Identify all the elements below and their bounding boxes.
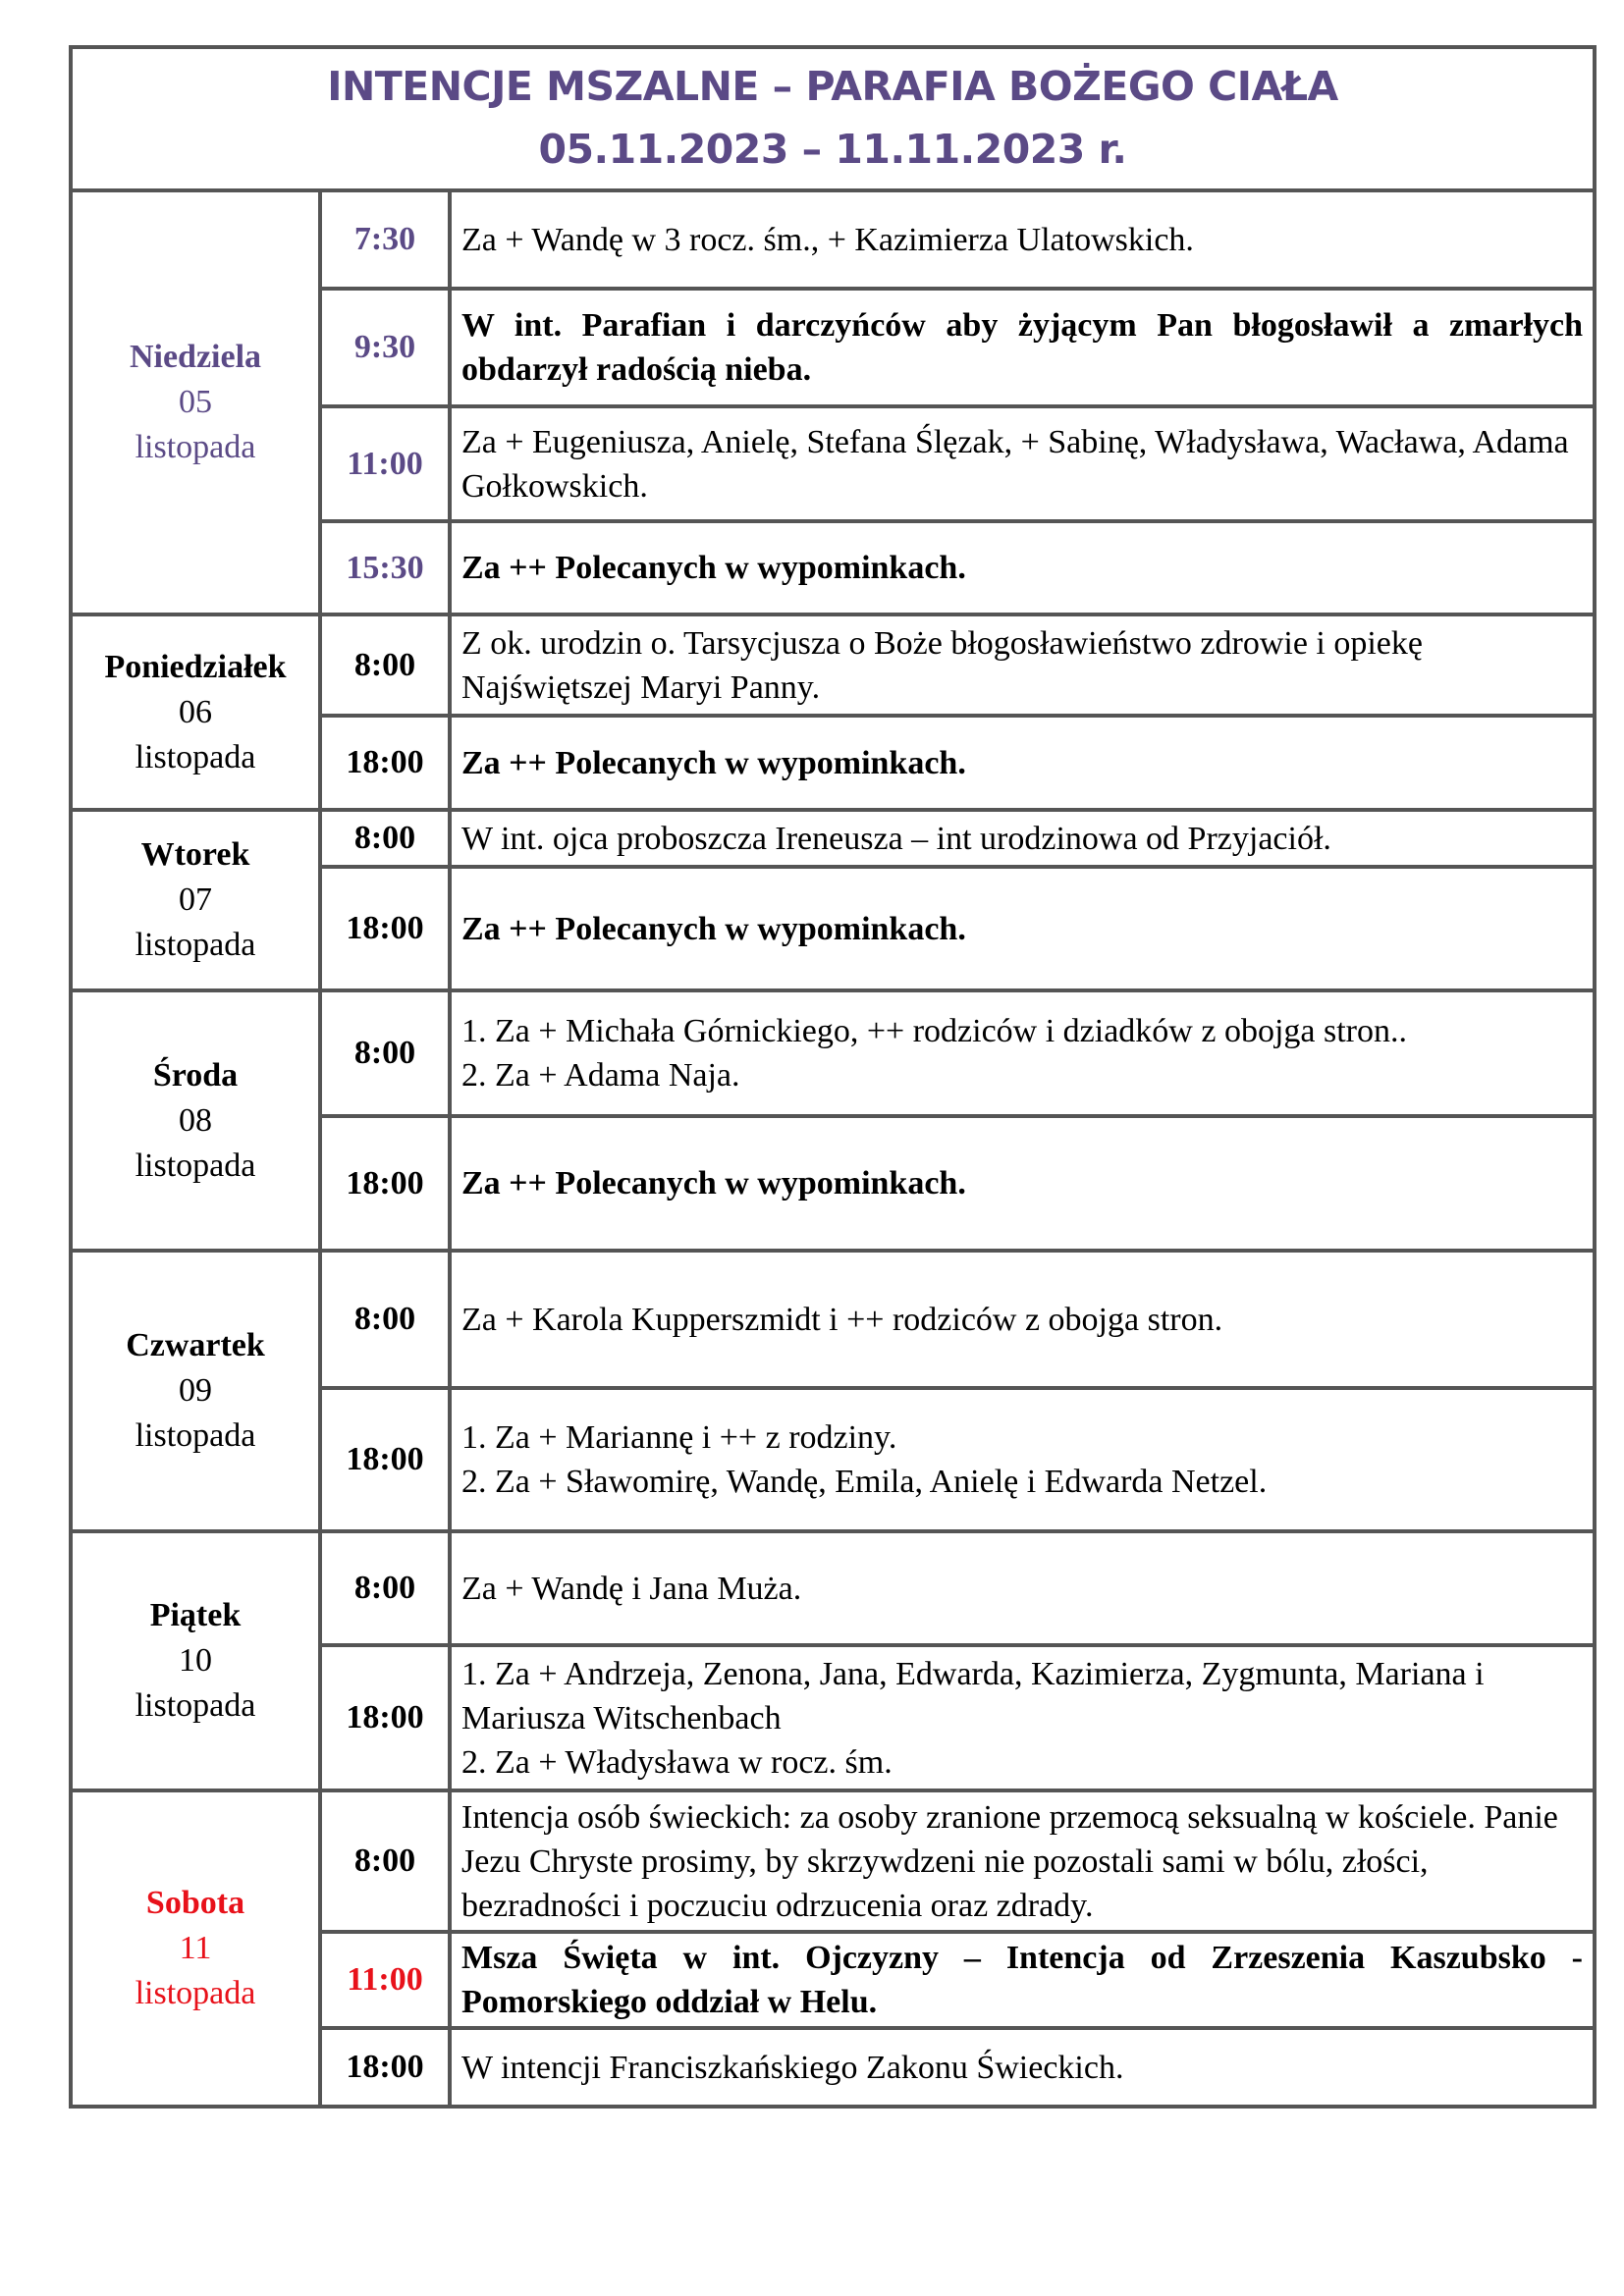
day-name: Poniedziałek <box>104 648 287 685</box>
mass-time: 11:00 <box>320 1932 450 2028</box>
day-number: 06 <box>179 693 212 730</box>
day-cell <box>71 1531 320 1790</box>
day-number: 09 <box>179 1372 212 1409</box>
day-number: 08 <box>179 1101 212 1139</box>
mass-time: 8:00 <box>320 1790 450 1932</box>
schedule-body <box>71 190 1595 2107</box>
intention-line: Za + Wandę w 3 rocz. śm., + Kazimierza Ulatowskich. <box>461 221 1194 258</box>
mass-time: 8:00 <box>320 614 450 716</box>
mass-row <box>71 190 1595 289</box>
mass-intention <box>450 867 1595 990</box>
mass-intention <box>450 406 1595 521</box>
day-month: listopada <box>135 1147 256 1184</box>
mass-intention <box>450 1932 1595 2028</box>
mass-time: 9:30 <box>320 289 450 406</box>
intention-line: W intencji Franciszkańskiego Zakonu Świeckich. <box>461 2049 1124 2086</box>
day-number: 05 <box>179 384 212 420</box>
day-month: listopada <box>135 1417 256 1454</box>
intention-line: W int. ojca proboszcza Ireneusza – int urodzinowa od Przyjaciół. <box>461 820 1331 857</box>
day-name: Niedziela <box>129 339 262 375</box>
intention-line: 2. Za + Sławomirę, Wandę, Emila, Anielę i Edwarda Netzel. <box>461 1464 1268 1500</box>
mass-row <box>71 1531 1595 1645</box>
mass-time: 8:00 <box>320 1251 450 1388</box>
intention-line: Za ++ Polecanych w wypominkach. <box>461 550 966 586</box>
mass-row <box>71 810 1595 867</box>
mass-intention <box>450 289 1595 406</box>
mass-intention <box>450 1790 1595 1932</box>
mass-row <box>71 990 1595 1116</box>
mass-time: 7:30 <box>320 190 450 289</box>
intention-line: Za + Karola Kupperszmidt i ++ rodziców z obojga stron. <box>461 1301 1223 1338</box>
mass-time: 18:00 <box>320 1388 450 1531</box>
mass-intention <box>450 716 1595 810</box>
mass-intention <box>450 1388 1595 1531</box>
day-cell <box>71 810 320 990</box>
day-month: listopada <box>135 927 256 963</box>
mass-intention <box>450 2028 1595 2107</box>
day-cell <box>71 614 320 810</box>
mass-time: 8:00 <box>320 810 450 867</box>
mass-row <box>71 614 1595 716</box>
day-number: 07 <box>179 881 212 918</box>
mass-time: 18:00 <box>320 1645 450 1790</box>
day-number: 11 <box>179 1930 212 1966</box>
mass-intention <box>450 521 1595 614</box>
intention-line: Za ++ Polecanych w wypominkach. <box>461 744 966 781</box>
day-cell <box>71 1251 320 1531</box>
intention-line: 1. Za + Andrzeja, Zenona, Jana, Edwarda, Kazimierza, Zygmunta, Mariana i Mariusza Witschenbach <box>461 1655 1485 1736</box>
intentions-table <box>69 45 1597 2109</box>
mass-intentions-document <box>69 45 1597 2109</box>
mass-time: 8:00 <box>320 1531 450 1645</box>
mass-intention <box>450 1531 1595 1645</box>
day-month: listopada <box>135 1975 256 2011</box>
day-number: 10 <box>179 1642 212 1679</box>
intention-line: Intencja osób świeckich: za osoby zranione przemocą seksualną w kościele. Panie Jezu Chryste prosimy, by skrzywdzeni nie pozostali sami w bólu, złości, bezradności i poczuciu odrzucenia oraz zdrady. <box>461 1798 1558 1924</box>
document-date-range: 05.11.2023 – 11.11.2023 r. <box>538 126 1127 173</box>
mass-time: 18:00 <box>320 1116 450 1251</box>
intention-line: Za + Eugeniusza, Anielę, Stefana Ślęzak, + Sabinę, Władysława, Wacława, Adama Gołkowskich. <box>461 423 1569 505</box>
intention-line: Msza Święta w int. Ojczyzny – Intencja od Zrzeszenia Kaszubsko - Pomorskiego oddział w Helu. <box>461 1940 1583 2020</box>
mass-row <box>71 1251 1595 1388</box>
mass-intention <box>450 1116 1595 1251</box>
day-name: Sobota <box>145 1885 245 1921</box>
intention-line: 1. Za + Michała Górnickiego, ++ rodziców i dziadków z obojga stron.. <box>461 1013 1407 1049</box>
intention-line: 2. Za + Władysława w rocz. śm. <box>461 1743 893 1781</box>
intention-line: W int. Parafian i darczyńców aby żyjącym Pan błogosławił a zmarłych obdarzył radością nieba. <box>461 307 1583 388</box>
day-cell <box>71 190 320 614</box>
mass-intention <box>450 614 1595 716</box>
mass-time: 15:30 <box>320 521 450 614</box>
mass-intention <box>450 990 1595 1116</box>
day-cell <box>71 990 320 1251</box>
intention-line: Za + Wandę i Jana Muża. <box>461 1570 802 1607</box>
day-name: Środa <box>152 1056 239 1094</box>
document-header <box>71 47 1595 190</box>
day-month: listopada <box>135 738 256 775</box>
mass-intention <box>450 810 1595 867</box>
day-name: Czwartek <box>126 1327 265 1363</box>
intention-line: 2. Za + Adama Naja. <box>461 1057 740 1094</box>
intention-line: Z ok. urodzin o. Tarsycjusza o Boże błogosławieństwo zdrowie i opiekę Najświętszej Maryi Panny. <box>461 624 1423 706</box>
mass-intention <box>450 1645 1595 1790</box>
mass-row <box>71 1790 1595 1932</box>
mass-time: 18:00 <box>320 716 450 810</box>
document-title: INTENCJE MSZALNE – PARAFIA BOŻEGO CIAŁA <box>327 63 1338 110</box>
mass-time: 8:00 <box>320 990 450 1116</box>
intention-line: Za ++ Polecanych w wypominkach. <box>461 1165 966 1201</box>
mass-time: 18:00 <box>320 867 450 990</box>
day-name: Piątek <box>149 1597 242 1633</box>
mass-time: 18:00 <box>320 2028 450 2107</box>
day-name: Wtorek <box>140 836 250 873</box>
mass-intention <box>450 1251 1595 1388</box>
intention-line: 1. Za + Mariannę i ++ z rodziny. <box>461 1419 897 1456</box>
day-cell <box>71 1790 320 2107</box>
day-month: listopada <box>135 429 256 465</box>
day-month: listopada <box>135 1687 256 1724</box>
mass-time: 11:00 <box>320 406 450 521</box>
intention-line: Za ++ Polecanych w wypominkach. <box>461 910 966 947</box>
mass-intention <box>450 190 1595 289</box>
